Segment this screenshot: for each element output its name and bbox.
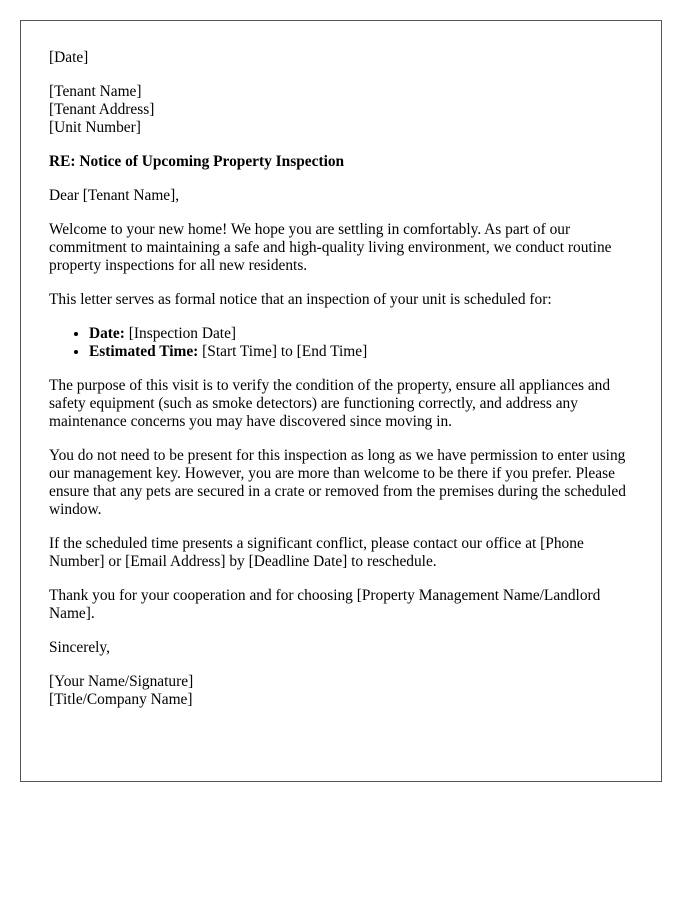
tenant-name: [Tenant Name] — [49, 83, 142, 100]
signer-name: [Your Name/Signature] — [49, 673, 194, 690]
signature-block — [49, 673, 633, 709]
letter-date: [Date] — [49, 49, 89, 66]
detail-label: Estimated Time: — [89, 343, 199, 360]
tenant-address: [Tenant Address] — [49, 101, 155, 118]
inspection-details-list — [49, 325, 633, 361]
letter-page — [20, 20, 662, 782]
recipient-address-block — [49, 83, 633, 137]
detail-label: Date: — [89, 325, 125, 342]
unit-number: [Unit Number] — [49, 119, 141, 136]
notice-paragraph: This letter serves as formal notice that an inspection of your unit is scheduled for: — [49, 291, 552, 308]
welcome-paragraph: Welcome to your new home! We hope you are settling in comfortably. As part of our commitment to maintaining a safe and high-quality living environment, we conduct routine property inspections for all new residents. — [49, 221, 612, 274]
closing: Sincerely, — [49, 639, 110, 656]
thanks-paragraph: Thank you for your cooperation and for choosing [Property Management Name/Landlord Name]. — [49, 587, 601, 622]
detail-value: [Start Time] to [End Time] — [202, 343, 368, 360]
inspection-time-item — [89, 343, 633, 361]
conflict-paragraph: If the scheduled time presents a significant conflict, please contact our office at [Phone Number] or [Email Address] by [Deadline Date] to reschedule. — [49, 535, 584, 570]
purpose-paragraph: The purpose of this visit is to verify the condition of the property, ensure all appliances and safety equipment (such as smoke detectors) are functioning correctly, and address any maintenance concerns you may have discovered since moving in. — [49, 377, 611, 430]
salutation: Dear [Tenant Name], — [49, 187, 180, 204]
subject-line: RE: Notice of Upcoming Property Inspection — [49, 153, 345, 170]
signer-title: [Title/Company Name] — [49, 691, 193, 708]
detail-value: [Inspection Date] — [128, 325, 237, 342]
presence-paragraph: You do not need to be present for this inspection as long as we have permission to enter using our management key. However, you are more than welcome to be there if you prefer. Please ensure that any pets are secured in a crate or removed from the premises during the scheduled window. — [49, 447, 626, 518]
inspection-date-item — [89, 325, 633, 343]
